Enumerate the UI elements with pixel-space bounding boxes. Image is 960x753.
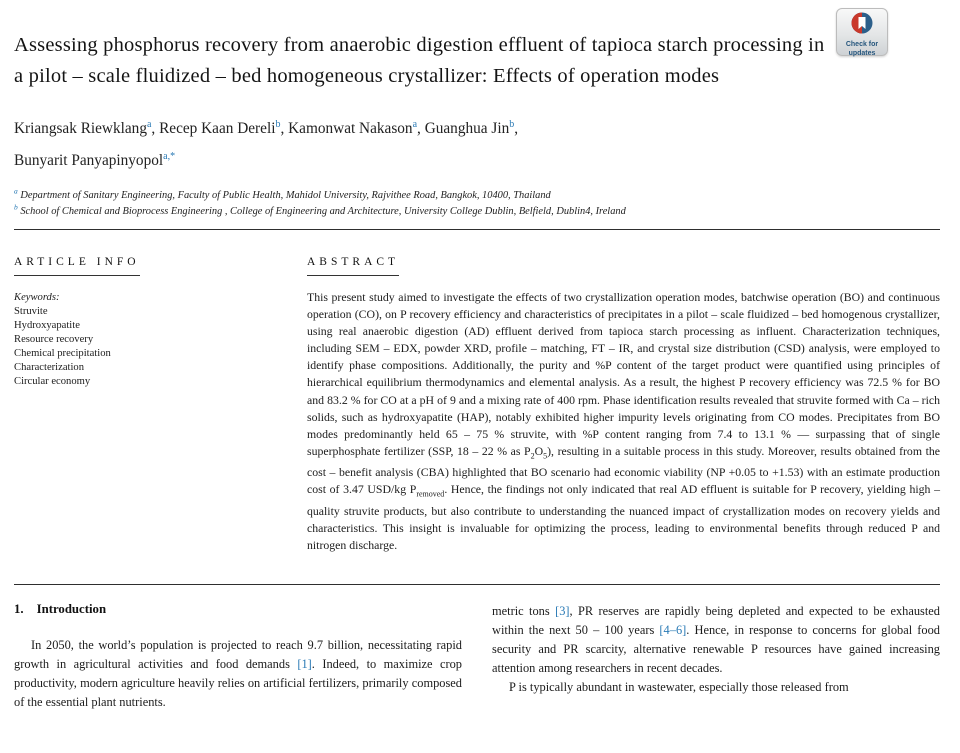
citation-link[interactable]: [1] (297, 657, 312, 672)
abstract-heading: ABSTRACT (307, 256, 399, 276)
author-list (14, 113, 940, 177)
abstract-segment: ), resulting in a suitable process in this study. Moreover, results obtained from the cost – benefit analysis (CBA) highlighted that BO scenario had economic viability (NP +0.05 to +1.53) with an estimate production cost of 3.47 USD/kg P (307, 443, 940, 497)
section-number: 1. (14, 602, 24, 617)
author-name: Kamonwat Nakason (288, 120, 413, 137)
keywords-label: Keywords: (14, 292, 60, 303)
abstract-column (307, 252, 940, 554)
keyword-item: Resource recovery (14, 334, 94, 345)
section-title: Introduction (36, 602, 107, 617)
author-name: Guanghua Jin (424, 120, 510, 137)
corresponding-author-link[interactable]: a,* (163, 150, 176, 162)
check-for-updates-label: Check for updates (845, 41, 879, 57)
author-affiliation-link[interactable]: a (412, 118, 418, 130)
paragraph-text: In 2050, the world’s population is projected to reach 9.7 billion, necessitating rapid growth in agricultural activities and food demands (14, 638, 462, 672)
section-heading-introduction (14, 602, 462, 617)
keyword-item: Chemical precipitation (14, 348, 111, 359)
author-affiliation-link[interactable]: b (509, 118, 515, 130)
keyword-item: Struvite (14, 306, 48, 317)
affiliation-sup: a (14, 186, 18, 196)
author-separator: , (151, 120, 160, 137)
abstract-segment: . Hence, the findings not only indicated that real AD effluent is suitable for P recovery, yielding high – quality struvite products, but also contribute to understanding the nuanced impact of crystallization modes on recovery yields and characteristics. This insight is invaluable for optimizing the process, leading to environmental benefits through reduced P and nitrogen discharge. (307, 482, 940, 553)
author-separator: , (514, 120, 519, 137)
affiliations (14, 188, 940, 219)
intro-paragraph (14, 636, 462, 712)
keyword-item: Hydroxyapatite (14, 320, 80, 331)
paragraph-text: . Indeed, to maximize crop productivity, modern agriculture heavily relies on artificial fertilizers, primarily composed of the essential plant nutrients. (14, 657, 462, 710)
affiliation-row (14, 204, 940, 220)
author-name: Recep Kaan Dereli (159, 120, 276, 137)
keyword-item: Circular economy (14, 376, 91, 387)
author-name: Bunyarit Panyapinyopol (14, 152, 164, 169)
subscript: 5 (543, 451, 548, 461)
abstract-segment: O (534, 443, 544, 458)
paragraph-text: , PR reserves are rapidly being depleted and expected to be exhausted within the next 50 – 100 years (492, 604, 941, 638)
abstract-text (307, 289, 940, 554)
author-separator: , (280, 120, 289, 137)
abstract-segment: This present study aimed to investigate the effects of two crystallization operation modes, batchwise operation (BO) and continuous operation (CO), on P recovery efficiency and characteristics of precipitates in a pilot – scale fluidized – bed homogenous crystallizer, using real anaerobic digestion (AD) effluent derived from tapioca starch processing as influent. Characterization techniques, including SEM – EDX, powder XRD, profile – matching, FT – IR, and crystal size distribution (CSD) analysis, were employed to identify phase compositions. Additionally, the purity and %P content of the target product were quantified using principles of hierarchical equilibrium thermodynamics and elemental analysis. As a result, the highest P recovery efficiency was 72.5 % for BO and 83.2 % for CO at a pH of 9 and a mixing rate of 400 rpm. Phase identification results revealed that struvite formed with Ca – rich solids, such as hydroxyapatite (HAP), notably exhibited higher impurity levels originating from CO modes. Precipitates from BO modes predominantly held 65 – 75 % struvite, with %P content ranging from 7.4 to 13.1 % — surpassing that of single superphosphate fertilizer (SSP, 18 – 22 % as P (307, 290, 940, 458)
body-column-right (492, 602, 940, 712)
intro-paragraph (492, 602, 940, 678)
citation-link[interactable]: [4–6] (659, 623, 687, 638)
article-info-column (14, 252, 266, 554)
subscript: 2 (530, 451, 535, 461)
author-separator: , (417, 120, 425, 137)
affiliation-row (14, 188, 940, 204)
subscript: removed (416, 489, 445, 499)
crossmark-icon (851, 12, 873, 39)
article-title: Assessing phosphorus recovery from anaerobic digestion effluent of tapioca starch processing in a pilot – scale fluidized – bed homogeneous crystallizer: Effects of operation modes (14, 34, 825, 87)
author-name: Kriangsak Riewklang (14, 120, 147, 137)
info-abstract-section (14, 230, 940, 554)
author-affiliation-link[interactable]: a (146, 118, 152, 130)
intro-paragraph: P is typically abundant in wastewater, especially those released from (509, 680, 849, 695)
divider (14, 584, 940, 585)
body-column-left (14, 602, 462, 712)
keywords-list (14, 305, 266, 389)
check-for-updates-badge[interactable] (836, 8, 888, 56)
article-info-heading: ARTICLE INFO (14, 256, 140, 276)
keyword-item: Characterization (14, 362, 84, 373)
paragraph-text: metric tons (492, 604, 556, 619)
author-affiliation-link[interactable]: b (275, 118, 281, 130)
affiliation-text: School of Chemical and Bioprocess Engineering , College of Engineering and Architecture, University College Dublin, Belfield, Dublin4, Ireland (17, 205, 626, 217)
citation-link[interactable]: [3] (555, 604, 570, 619)
paragraph-text: . Hence, in response to concerns for global food security and PR scarcity, alternative renewable P resources have gained increasing attention among researchers in recent decades. (492, 623, 940, 676)
affiliation-sup: b (14, 202, 18, 212)
body-columns (14, 602, 940, 712)
affiliation-text: Department of Sanitary Engineering, Faculty of Public Health, Mahidol University, Rajvithee Road, Bangkok, 10400, Thailand (17, 190, 551, 201)
